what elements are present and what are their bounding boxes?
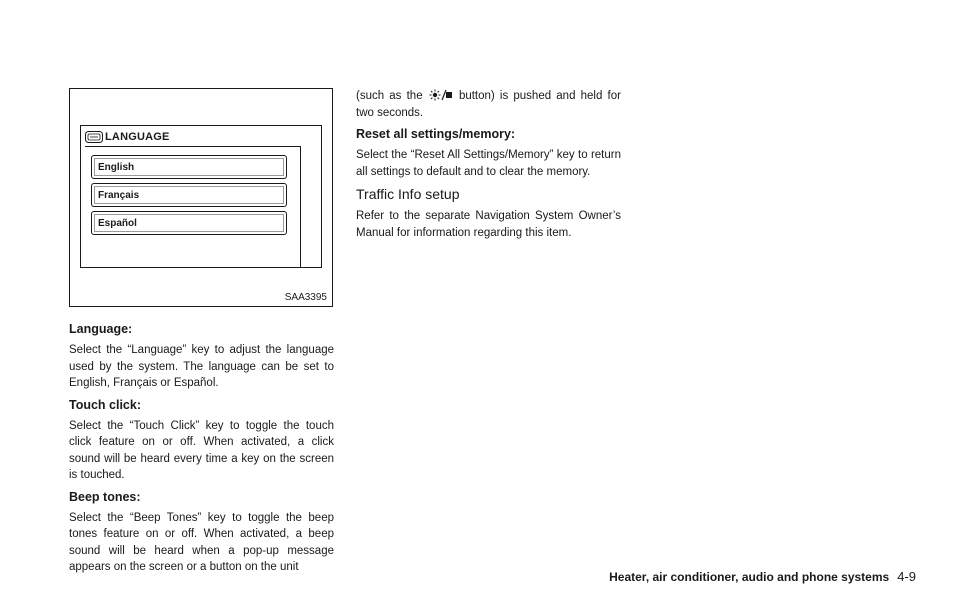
- espanol-key-label: Español: [98, 217, 137, 229]
- left-column: [69, 322, 334, 582]
- touch-click-text: Select the “Touch Click” key to toggle the touch click feature on or off. When activated, a click sound will be heard every time a key on the screen is touched.: [69, 419, 334, 481]
- footer-page-number: 4-9: [897, 569, 916, 584]
- right-column: [356, 88, 621, 247]
- footer-section-title: Heater, air conditioner, audio and phone systems: [609, 570, 890, 584]
- continuation-after: button) is pushed and held for two seconds.: [356, 90, 621, 119]
- options-panel: [85, 146, 301, 267]
- brightness-display-icon: [429, 89, 453, 101]
- display-screen: [80, 125, 322, 268]
- francais-key-label: Français: [98, 189, 140, 201]
- figure-caption: SAA3395: [284, 292, 327, 303]
- beep-tones-heading: Beep tones:: [69, 489, 141, 504]
- espanol-key[interactable]: [91, 211, 287, 235]
- language-text: Select the “Language” key to adjust the language used by the system. The language can be set to English, Français or Español.: [69, 344, 334, 389]
- beep-tones-text: Select the “Beep Tones” key to toggle the beep tones feature on or off. When activated, a beep sound will be heard when a pop-up message appears on the screen or a button on the unit: [69, 511, 334, 573]
- reset-heading: Reset all settings/memory:: [356, 127, 516, 141]
- language-screen-figure: [69, 88, 333, 307]
- continuation-before: (such as the: [356, 90, 423, 102]
- english-key-label: English: [98, 161, 135, 173]
- reset-text: Select the “Reset All Settings/Memory” key to return all settings to default and to clear the memory.: [356, 149, 621, 178]
- screen-title-text: LANGUAGE: [105, 131, 170, 143]
- traffic-heading: Traffic Info setup: [356, 186, 460, 202]
- page-footer: [609, 569, 916, 584]
- english-key[interactable]: [91, 155, 287, 179]
- traffic-text: Refer to the separate Navigation System Owner’s Manual for information regarding this item.: [356, 210, 621, 239]
- continuation-text: [356, 88, 621, 121]
- francais-key[interactable]: [91, 183, 287, 207]
- screen-title: [85, 131, 170, 143]
- touch-click-heading: Touch click:: [69, 397, 142, 412]
- language-heading: Language:: [69, 322, 133, 336]
- settings-icon: [85, 131, 103, 143]
